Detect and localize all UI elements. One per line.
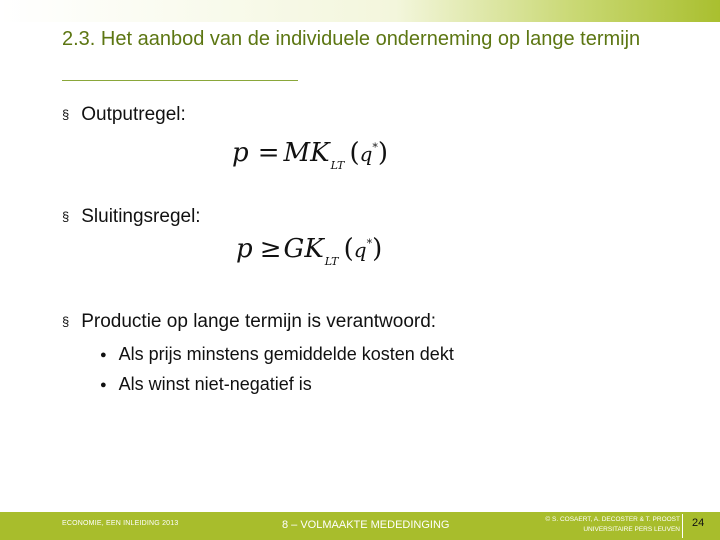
formula-paren-open: ( (349, 138, 360, 168)
bullet-output-rule (62, 104, 186, 126)
footer-publisher: UNIVERSITAIRE PERS LEUVEN (583, 526, 680, 533)
footer-divider (682, 514, 683, 538)
formula-subscript: LT (324, 255, 339, 268)
footer-chapter: 8 – VOLMAAKTE MEDEDINGING (282, 519, 450, 531)
bullet-label: Sluitingsregel: (81, 206, 201, 227)
formula-argument: q (353, 238, 367, 262)
formula-closing-rule (236, 234, 383, 268)
formula-operator: ≥ (259, 234, 282, 264)
slide-title: 2.3. Het aanbod van de individuele onderneming op lange termijn (62, 28, 641, 50)
formula-paren-open: ( (343, 234, 354, 264)
bullet-marker: § (62, 313, 70, 329)
sub-bullet-label: Als winst niet-negatief is (118, 374, 312, 394)
bullet-marker: § (62, 208, 70, 224)
title-underline (62, 80, 298, 81)
bullet-label: Productie op lange termijn is verantwoord: (81, 311, 437, 332)
bullet-label: Outputregel: (81, 104, 186, 125)
formula-function: GK (283, 234, 324, 264)
footer-authors: © S. COSAERT, A. DECOSTER & T. PROOST (545, 516, 680, 523)
formula-operator: = (257, 138, 280, 168)
formula-superscript: * (372, 141, 378, 154)
formula-paren-close: ) (377, 138, 389, 168)
footer-copyright (520, 515, 680, 535)
page-number: 24 (692, 517, 705, 529)
formula-paren-close: ) (372, 234, 383, 264)
bullet-long-term-production (62, 311, 436, 333)
formula-lhs: p (232, 138, 249, 168)
top-gradient-band (0, 0, 720, 22)
formula-subscript: LT (330, 159, 345, 172)
bullet-closing-rule (62, 206, 201, 228)
sub-bullet-profit-non-negative (100, 374, 312, 395)
bullet-marker: § (62, 106, 70, 122)
sub-bullet-price-covers-costs (100, 344, 454, 365)
sub-bullet-marker: ● (100, 348, 107, 361)
formula-lhs: p (236, 234, 253, 264)
formula-argument: q (359, 142, 373, 166)
sub-bullet-marker: ● (100, 378, 107, 391)
sub-bullet-label: Als prijs minstens gemiddelde kosten dekt (118, 344, 454, 364)
formula-output-rule (232, 138, 389, 172)
formula-superscript: * (366, 237, 373, 250)
footer-course-title: ECONOMIE, EEN INLEIDING 2013 (62, 520, 179, 527)
formula-function: MK (283, 138, 330, 168)
